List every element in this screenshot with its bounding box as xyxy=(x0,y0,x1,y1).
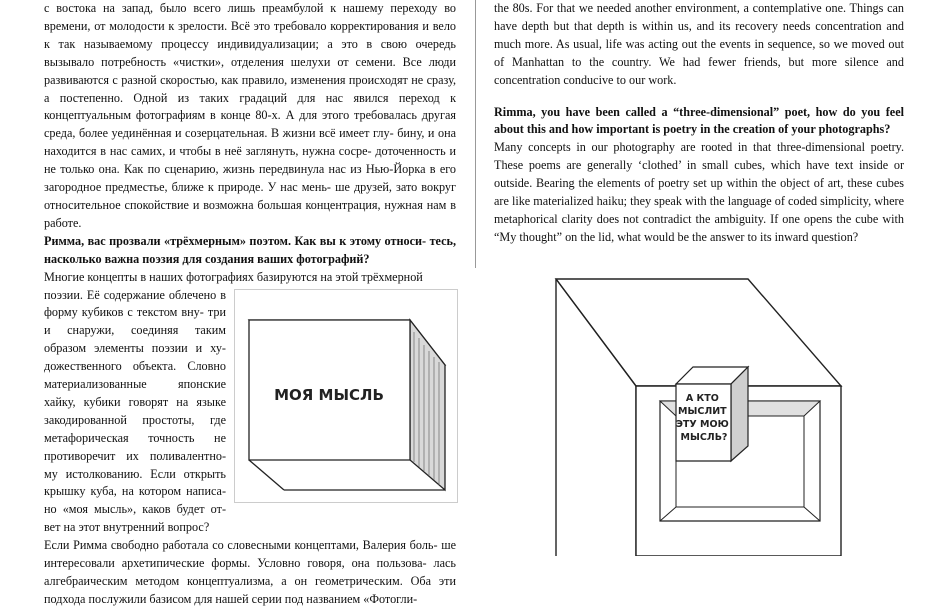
cube-my-thought-illustration xyxy=(234,289,458,503)
english-paragraph-intro: the 80s. For that we needed another environment, a contemplative one. Things can have depth but that depth is within us, and its recovery needs concentration and much more. As usual, life was acting out the events in sequence, so we moved out of Manhattan to the country. We had fewer friends, but more silence and concentration conducive to our work. xyxy=(494,1,905,87)
open-cube-illustration xyxy=(548,271,850,556)
english-column xyxy=(494,0,904,247)
russian-interview-question: Римма, вас прозвали «трёхмерным» поэтом. Как вы к этому относи- тесь, насколько важна поэзия для создания ваших фотографий? xyxy=(44,233,457,266)
column-divider xyxy=(475,0,476,268)
russian-answer-narrow: поэзии. Её содержание облечено в форму кубиков с текстом вну- три и снаружи, соединяя таким образом элементы поэзии и ху- дожественного объекта. Словно материализованные японские хайку, кубики говорят на языке закодированной простоты, где метафорическая точность не противоречит их поливалентно- му истолкованию. Если открыть крышку куба, на котором написа- но «моя мысль», каков будет от- вет на этот внутренний вопрос? xyxy=(44,287,226,535)
russian-column xyxy=(0,0,456,609)
cube-lid-label: МОЯ МЫСЛЬ xyxy=(274,385,384,404)
russian-paragraph-intro: с востока на запад, было всего лишь преамбулой к нашему переходу во времени, от молодости к зрелости. Всё это требовало корректирования и вело к так называемому процессу индивидуализации; а это в свою очередь вызывало потребность «чистки», отделения шелухи от семени. Все люди развиваются с разной скоростью, как правило, изменения происходят не сразу, а постепенно. Одной из таких градаций для нас явился переход к концептуальным фотографиям в конце 80-х. А для этого требовалась другая среда, более уединённая и созерцательная. В жизни всё имеет глу- бину, и она находится в нас самих, и чтобы в неё заглянуть, нужна сосре- доточенность и не только она. Как по сценарию, жизнь передвинула нас из Нью-Йорка в его загородное предместье, ближе к природе. У нас мень- ше друзей, зато вокруг относительное спокойствие и возможна большая концентрация, нужная нам в работе. xyxy=(44,1,457,230)
english-answer: Many concepts in our photography are rooted in that three-dimensional poetry. These poems are generally ‘clothed’ in small cubes, which have text inside or outside. Bearing the elements of poetry set up within the object of art, these cubes are like materialized haiku; they speak with the language of coded simplicity, where metaphorical clarity does not contradict the ambiguity. If one opens the cube with “My thought” on the lid, what would be the answer to its inward question? xyxy=(494,140,905,244)
english-interview-question: Rimma, you have been called a “three-dimensional” poet, how do you feel about this and how important is poetry in the creation of your photographs? xyxy=(494,104,904,137)
russian-answer-first-line: Многие концепты в наших фотографиях базируются на этой трёхмерной xyxy=(44,269,423,284)
russian-paragraph-concepts: Если Римма свободно работала со словесными концептами, Валерия боль- ше интересовали архетипические формы. Условно говоря, она пользова- лась алгебраическим методом концептуализма, а он геометрическим. Оба эти подхода послужили базисом для нашей серии под названием «Фотогли- xyxy=(44,538,457,606)
inner-box-question: А КТО МЫСЛИТ ЭТУ МОЮ МЫСЛЬ? xyxy=(675,393,729,443)
